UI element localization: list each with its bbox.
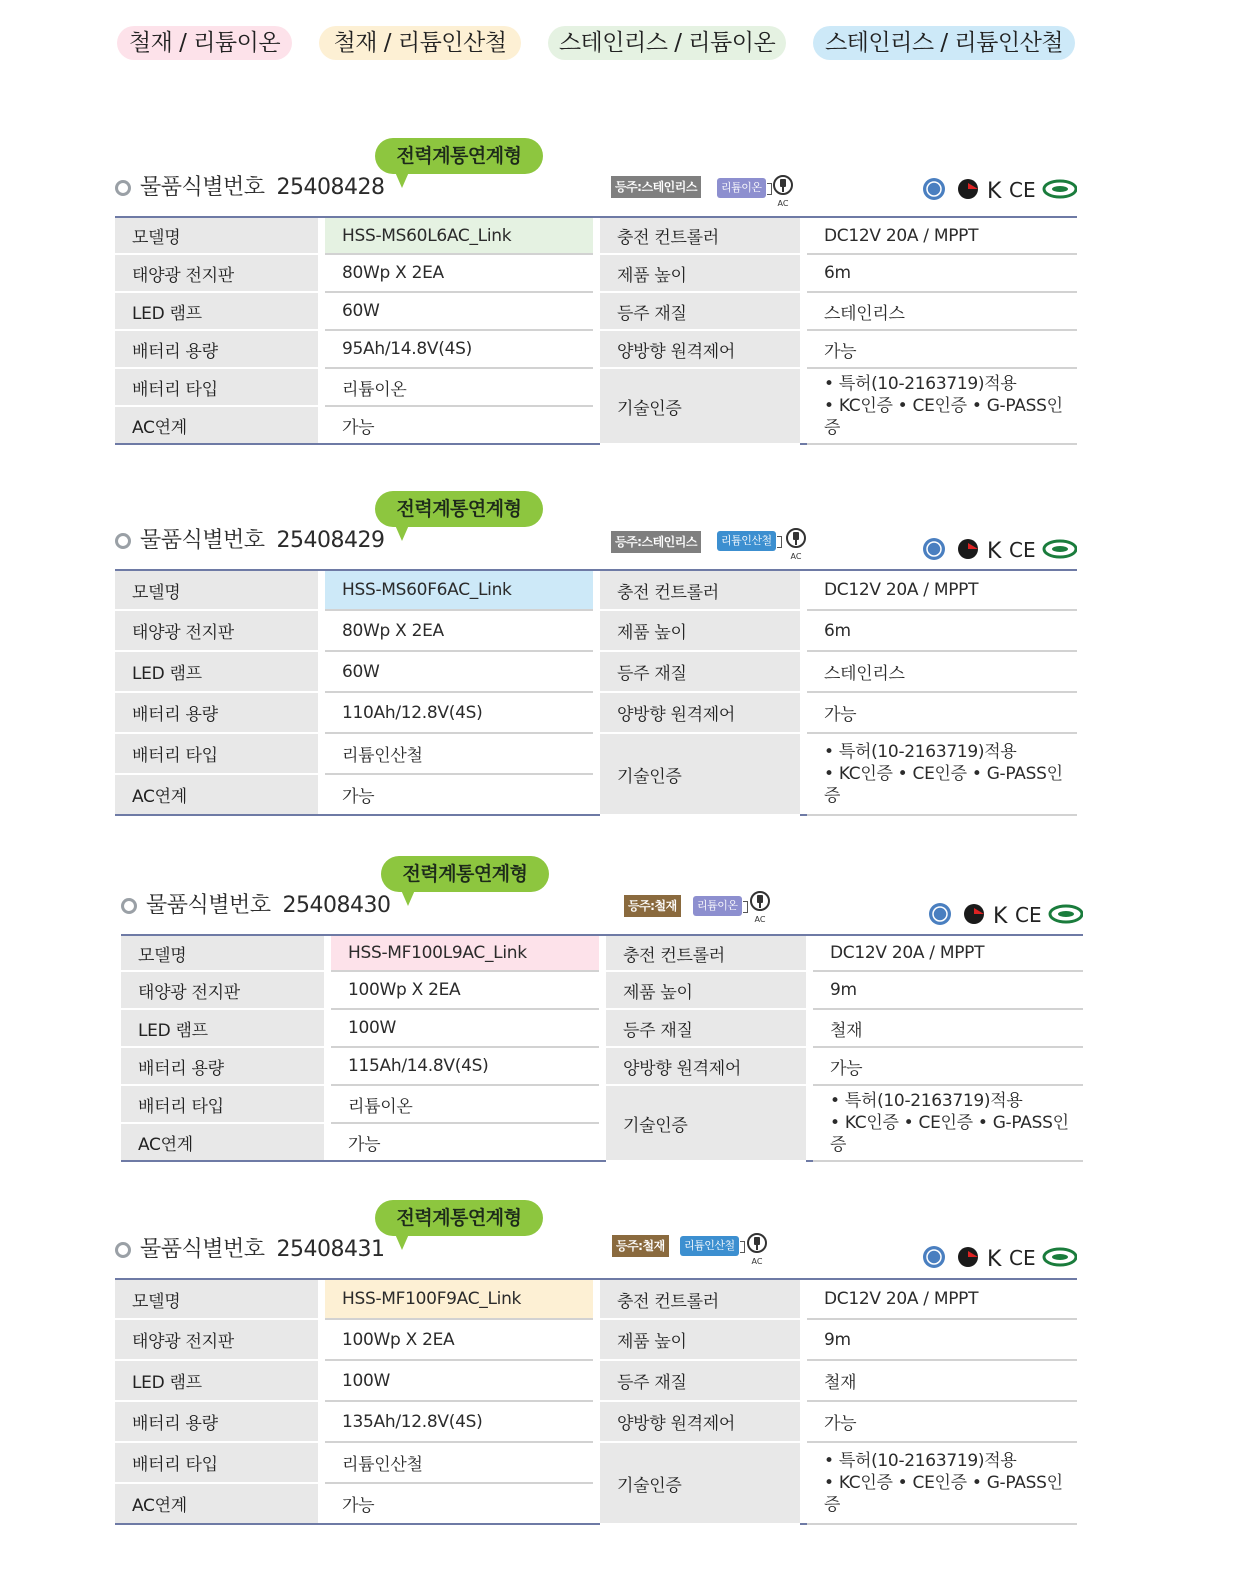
svg-text:AC: AC — [754, 915, 766, 924]
cert-list: • KC인증 • CE인증 • G-PASS인증 — [830, 1113, 1069, 1155]
value-lamp: 100W — [325, 1360, 593, 1401]
value-model: HSS-MS60F6AC_Link — [325, 570, 593, 610]
value-remote: 가능 — [813, 1047, 1083, 1085]
value-ac-link: 가능 — [342, 417, 375, 438]
value-battery-type: 리튬이온 — [331, 1085, 599, 1123]
spec-table — [121, 934, 1083, 1162]
svg-text:K: K — [993, 904, 1008, 927]
label-panel: 태양광 전지판 — [115, 610, 318, 651]
value-tech — [807, 368, 1077, 444]
label-controller: 충전 컨트롤러 — [600, 570, 800, 610]
pole-material-badge: 등주:철재 — [612, 1235, 669, 1257]
label-material: 등주 재질 — [600, 292, 800, 330]
product-spec-3 — [121, 863, 1083, 1162]
value-capacity: 115Ah/14.8V(4S) — [331, 1047, 599, 1085]
label-remote: 양방향 원격제어 — [600, 692, 800, 733]
label-controller: 충전 컨트롤러 — [606, 935, 806, 971]
pole-material-badge: 등주:철재 — [624, 895, 681, 917]
ac-plug-icon — [772, 174, 794, 208]
label-ac-link: AC연계 — [115, 774, 318, 815]
label-ac-link: AC연계 — [121, 1123, 324, 1161]
battery-badge: 리튬인산철 — [680, 1236, 739, 1256]
label-battery-type: 배터리 타입 — [115, 1442, 318, 1483]
ac-plug-icon — [746, 1232, 768, 1266]
label-material: 등주 재질 — [600, 651, 800, 692]
legend-stainless-lifepo4: 스테인리스 / 리튬인산철 — [813, 26, 1075, 60]
spec-table — [115, 569, 1077, 816]
value-panel: 80Wp X 2EA — [325, 254, 593, 292]
legend-steel-li-ion: 철재 / 리튬이온 — [117, 26, 292, 60]
value-tech — [807, 733, 1077, 815]
label-controller: 충전 컨트롤러 — [600, 217, 800, 254]
value-lamp: 60W — [325, 292, 593, 330]
certification-marks-icon — [921, 536, 1077, 562]
value-panel: 100Wp X 2EA — [325, 1319, 593, 1360]
value-height: 9m — [813, 971, 1083, 1009]
svg-text:CE: CE — [1009, 538, 1036, 562]
value-capacity: 110Ah/12.8V(4S) — [325, 692, 593, 733]
label-capacity: 배터리 용량 — [121, 1047, 324, 1085]
product-header — [115, 498, 1077, 569]
value-remote: 가능 — [807, 1401, 1077, 1442]
label-ac-link: AC연계 — [115, 406, 318, 444]
label-battery-type: 배터리 타입 — [115, 733, 318, 774]
legend-stainless-li-ion: 스테인리스 / 리튬이온 — [548, 26, 786, 60]
grid-link-badge: 전력계통연계형 — [375, 138, 543, 174]
value-height: 6m — [807, 254, 1077, 292]
label-lamp: LED 램프 — [115, 651, 318, 692]
label-remote: 양방향 원격제어 — [600, 330, 800, 368]
value-remote: 가능 — [807, 692, 1077, 733]
grid-link-badge: 전력계통연계형 — [375, 491, 543, 527]
product-spec-1 — [115, 145, 1077, 445]
value-tech — [807, 1442, 1077, 1524]
label-lamp: LED 램프 — [115, 292, 318, 330]
label-remote: 양방향 원격제어 — [600, 1401, 800, 1442]
svg-text:K: K — [987, 1247, 1002, 1270]
product-spec-4 — [115, 1207, 1077, 1525]
label-remote: 양방향 원격제어 — [606, 1047, 806, 1085]
svg-text:AC: AC — [751, 1257, 763, 1266]
battery-badge: 리튬인산철 — [717, 531, 776, 551]
label-height: 제품 높이 — [600, 1319, 800, 1360]
product-header — [115, 145, 1077, 216]
item-id: 물품식별번호 25408429 — [140, 528, 385, 553]
spec-table — [115, 1278, 1077, 1525]
value-remote: 가능 — [807, 330, 1077, 368]
label-battery-type: 배터리 타입 — [121, 1085, 324, 1123]
grid-link-badge: 전력계통연계형 — [375, 1200, 543, 1236]
label-height: 제품 높이 — [606, 971, 806, 1009]
value-height: 6m — [807, 610, 1077, 651]
label-panel: 태양광 전지판 — [115, 1319, 318, 1360]
svg-text:AC: AC — [777, 199, 789, 208]
label-capacity: 배터리 용량 — [115, 330, 318, 368]
value-controller: DC12V 20A / MPPT — [807, 217, 1077, 254]
ac-plug-icon — [785, 527, 807, 561]
label-height: 제품 높이 — [600, 254, 800, 292]
value-controller: DC12V 20A / MPPT — [807, 570, 1077, 610]
value-material: 스테인리스 — [807, 292, 1077, 330]
value-ac-link: 가능 — [342, 787, 375, 807]
label-tech: 기술인증 — [600, 1442, 800, 1524]
value-ac-link: 가능 — [348, 1134, 381, 1155]
label-height: 제품 높이 — [600, 610, 800, 651]
product-header — [115, 1207, 1077, 1278]
value-model: HSS-MS60L6AC_Link — [325, 217, 593, 254]
label-tech: 기술인증 — [600, 368, 800, 444]
bullet-circle-icon — [115, 533, 131, 549]
label-tech: 기술인증 — [600, 733, 800, 815]
cert-patent: • 특허(10-2163719)적용 — [824, 374, 1017, 394]
battery-badge: 리튬이온 — [717, 178, 766, 198]
certification-marks-icon — [921, 1244, 1077, 1270]
label-ac-link: AC연계 — [115, 1483, 318, 1524]
svg-text:K: K — [987, 539, 1002, 562]
value-model: HSS-MF100L9AC_Link — [331, 935, 599, 971]
value-capacity: 95Ah/14.8V(4S) — [325, 330, 593, 368]
product-spec-2 — [115, 498, 1077, 816]
item-id: 물품식별번호 25408431 — [140, 1237, 385, 1262]
svg-text:AC: AC — [790, 552, 802, 561]
value-battery-type: 리튬인산철 — [325, 733, 593, 774]
label-capacity: 배터리 용량 — [115, 1401, 318, 1442]
bullet-circle-icon — [115, 180, 131, 196]
value-model: HSS-MF100F9AC_Link — [325, 1279, 593, 1319]
label-lamp: LED 램프 — [121, 1009, 324, 1047]
svg-text:CE: CE — [1009, 1246, 1036, 1270]
cert-patent: • 특허(10-2163719)적용 — [824, 742, 1017, 762]
cert-patent: • 특허(10-2163719)적용 — [830, 1091, 1023, 1111]
bullet-circle-icon — [115, 1242, 131, 1258]
certification-marks-icon — [927, 901, 1083, 927]
spec-table — [115, 216, 1077, 445]
svg-text:CE: CE — [1009, 178, 1036, 202]
value-ac-link: 가능 — [342, 1496, 375, 1516]
label-material: 등주 재질 — [600, 1360, 800, 1401]
value-material: 스테인리스 — [807, 651, 1077, 692]
product-header — [121, 863, 1083, 934]
cert-list: • KC인증 • CE인증 • G-PASS인증 — [824, 1473, 1063, 1515]
label-panel: 태양광 전지판 — [121, 971, 324, 1009]
svg-text:K: K — [987, 179, 1002, 202]
item-id: 물품식별번호 25408430 — [146, 893, 391, 918]
certification-marks-icon — [921, 176, 1077, 202]
bullet-circle-icon — [121, 898, 137, 914]
label-capacity: 배터리 용량 — [115, 692, 318, 733]
value-height: 9m — [807, 1319, 1077, 1360]
pole-material-badge: 등주:스테인리스 — [611, 176, 701, 198]
value-material: 철재 — [807, 1360, 1077, 1401]
value-panel: 100Wp X 2EA — [331, 971, 599, 1009]
cert-list: • KC인증 • CE인증 • G-PASS인증 — [824, 764, 1063, 806]
grid-link-badge: 전력계통연계형 — [381, 856, 549, 892]
value-capacity: 135Ah/12.8V(4S) — [325, 1401, 593, 1442]
cert-patent: • 특허(10-2163719)적용 — [824, 1451, 1017, 1471]
label-model: 모델명 — [121, 935, 324, 971]
label-material: 등주 재질 — [606, 1009, 806, 1047]
label-battery-type: 배터리 타입 — [115, 368, 318, 406]
label-model: 모델명 — [115, 1279, 318, 1319]
cert-list: • KC인증 • CE인증 • G-PASS인증 — [824, 396, 1063, 438]
battery-badge: 리튬이온 — [693, 896, 742, 916]
value-panel: 80Wp X 2EA — [325, 610, 593, 651]
label-model: 모델명 — [115, 570, 318, 610]
value-battery-type: 리튬이온 — [325, 368, 593, 406]
value-controller: DC12V 20A / MPPT — [807, 1279, 1077, 1319]
svg-text:CE: CE — [1015, 903, 1042, 927]
item-id: 물품식별번호 25408428 — [140, 175, 385, 200]
label-model: 모델명 — [115, 217, 318, 254]
legend-steel-lifepo4: 철재 / 리튬인산철 — [319, 26, 521, 60]
label-controller: 충전 컨트롤러 — [600, 1279, 800, 1319]
value-lamp: 100W — [331, 1009, 599, 1047]
value-controller: DC12V 20A / MPPT — [813, 935, 1083, 971]
value-lamp: 60W — [325, 651, 593, 692]
label-lamp: LED 램프 — [115, 1360, 318, 1401]
label-panel: 태양광 전지판 — [115, 254, 318, 292]
label-tech: 기술인증 — [606, 1085, 806, 1161]
pole-material-badge: 등주:스테인리스 — [611, 531, 701, 553]
value-tech — [813, 1085, 1083, 1161]
value-material: 철재 — [813, 1009, 1083, 1047]
ac-plug-icon — [749, 890, 771, 924]
value-battery-type: 리튬인산철 — [325, 1442, 593, 1483]
